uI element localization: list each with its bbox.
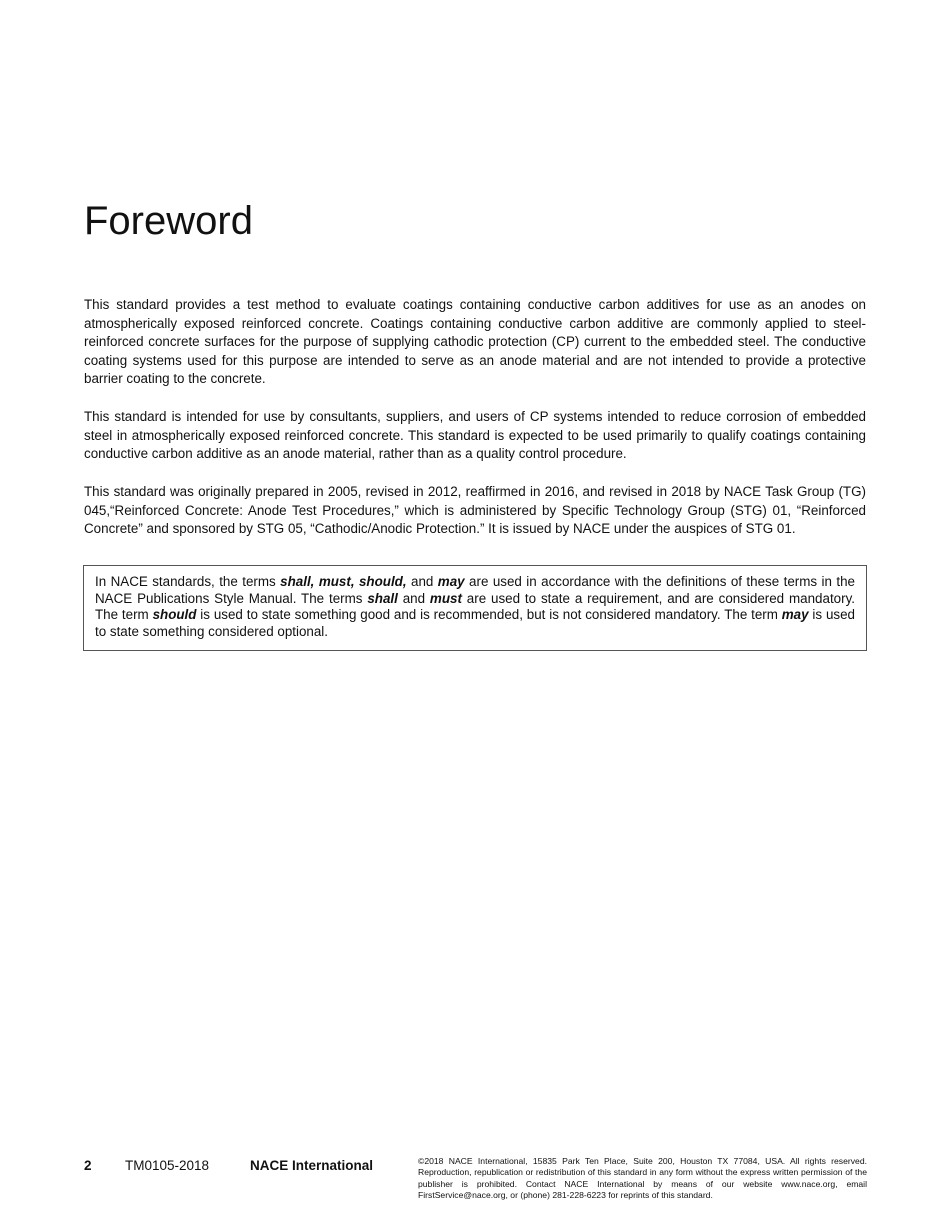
notice-term: should <box>152 607 197 622</box>
notice-text: In NACE standards, the terms <box>95 574 281 589</box>
notice-text: and <box>397 590 430 606</box>
notice-text: are used in accordance with the definitions of these terms in the NACE Publications Style Manual. The terms <box>95 574 855 606</box>
notice-text: and <box>406 574 438 589</box>
footer-document-id: TM0105-2018 <box>125 1158 210 1173</box>
terminology-notice-box <box>83 565 867 651</box>
notice-term: must <box>429 590 462 606</box>
foreword-paragraph-history: This standard was originally prepared in 2005, revised in 2012, reaffirmed in 2016, and revised in 2018 by NACE Task Group (TG) 045,“Reinforced Concrete: Anode Test Procedures,” which is administered by Specific Technology Group (STG) 01, “Reinforced Concrete” and sponsored by STG 05, “Cathodic/Anodic Protection.” It is issued by NACE under the auspices of STG 01. <box>84 484 866 537</box>
notice-term: shall <box>367 590 398 606</box>
notice-text: is used to state something considered optional. <box>95 607 855 639</box>
notice-text: is used to state something good and is recommended, but is not considered mandatory. The term <box>196 607 782 622</box>
notice-term: may <box>437 574 465 589</box>
page-footer <box>84 1156 868 1206</box>
foreword-paragraph-scope: This standard provides a test method to evaluate coatings containing conductive carbon additives for use as an anodes on atmospherically exposed reinforced concrete. Coatings containing conductive carbon additive are commonly applied to steel-reinforced concrete surfaces for the purpose of supplying cathodic protection (CP) current to the embedded steel. The conductive coating systems used for this purpose are intended to serve as an anode material and are not intended to provide a protective barrier coating to the concrete. <box>84 297 866 387</box>
foreword-paragraph-audience: This standard is intended for use by consultants, suppliers, and users of CP systems intended to reduce corrosion of embedded steel in atmospherically exposed reinforced concrete. This standard is expected to be used primarily to qualify coatings containing conductive carbon additive as an anode material, rather than as a quality control procedure. <box>84 409 866 462</box>
footer-page-number: 2 <box>84 1158 92 1173</box>
notice-term: shall, must, should, <box>280 574 407 589</box>
notice-text: are used to state a requirement, and are considered mandatory. The term <box>95 590 855 622</box>
footer-copyright: ©2018 NACE International, 15835 Park Ten Place, Suite 200, Houston TX 77084, USA. All rights reserved. Reproduction, republication or redistribution of this standard in any form without the express written permission of the publisher is prohibited. Contact NACE International by means of our website www.nace.org, email FirstService@nace.org, or (phone) 281-228-6223 for reprints of this standard. <box>418 1156 867 1201</box>
footer-organization: NACE International <box>250 1158 374 1173</box>
notice-term: may <box>781 607 809 622</box>
page-title: Foreword <box>84 199 253 243</box>
